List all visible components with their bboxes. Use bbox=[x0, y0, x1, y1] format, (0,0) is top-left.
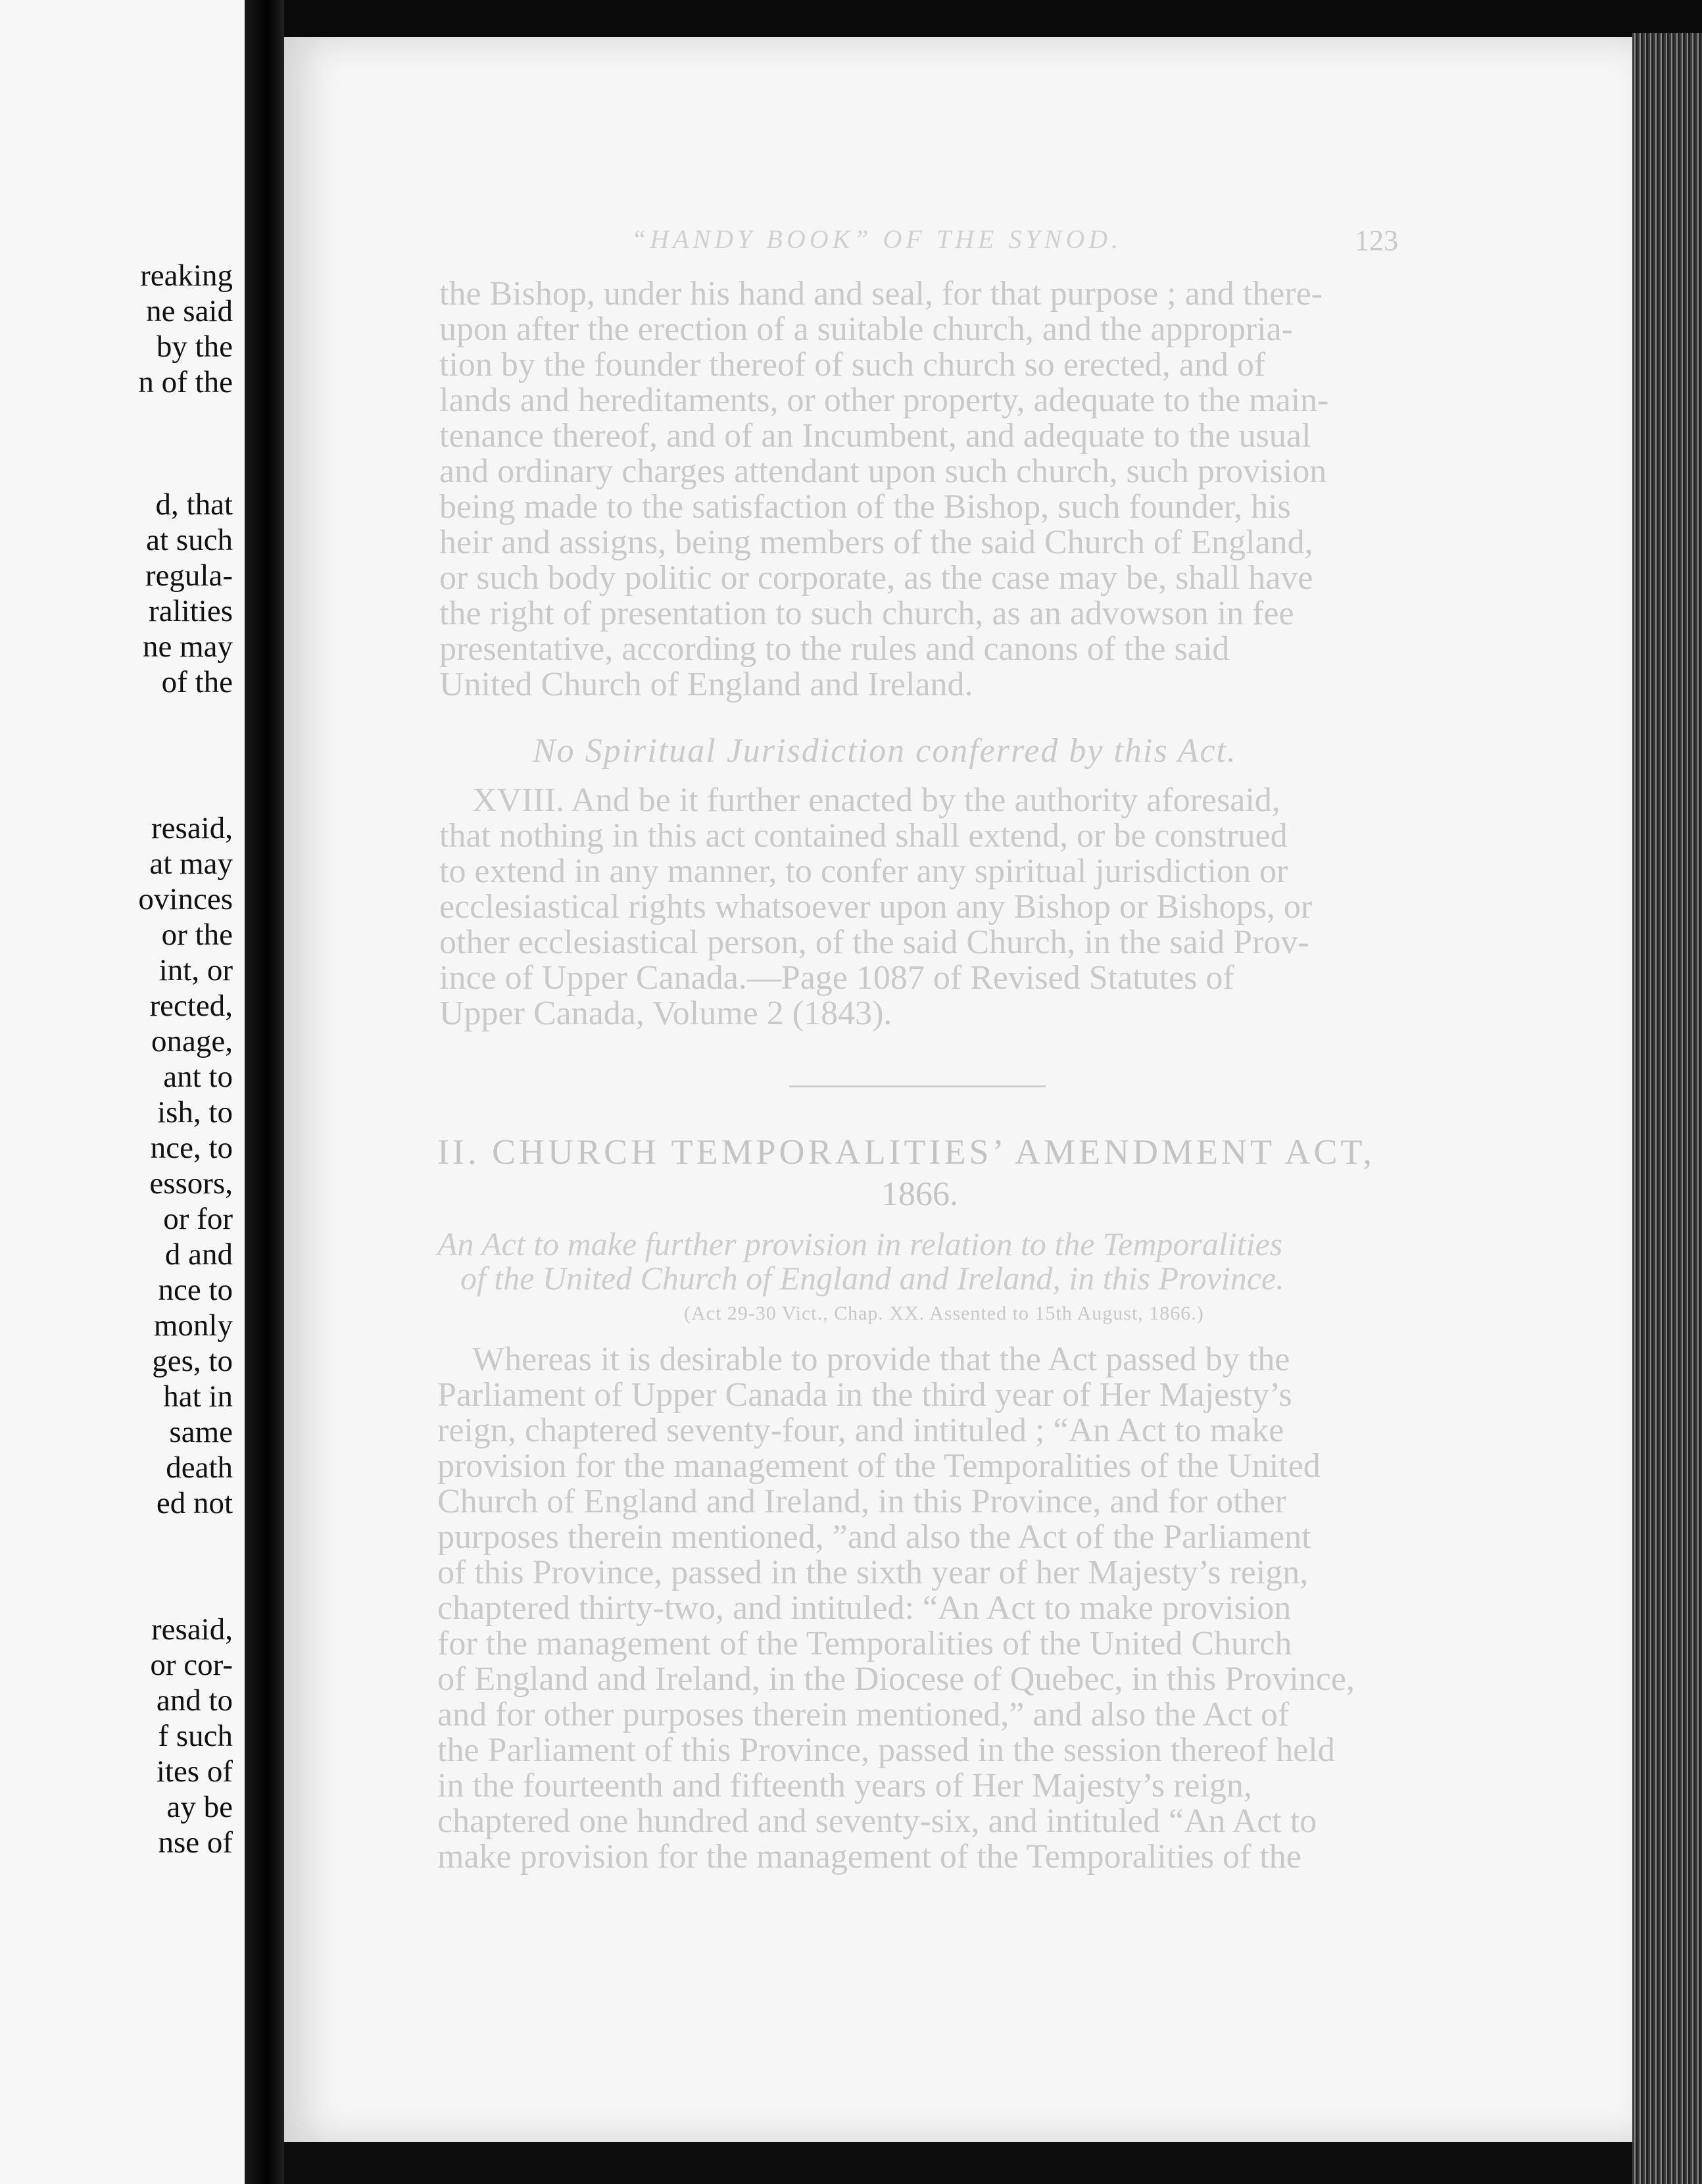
left-page-line: ovinces bbox=[138, 882, 233, 916]
left-page-line: nse of bbox=[158, 1825, 233, 1860]
left-page-line: nce to bbox=[158, 1273, 233, 1307]
text-line: heir and assigns, being members of the said Church of England, bbox=[439, 524, 1313, 561]
left-page-line: reaking bbox=[140, 259, 233, 293]
left-page-line: ges, to bbox=[152, 1344, 233, 1378]
text-line: for the management of the Temporalities of the United Church bbox=[437, 1625, 1292, 1662]
section-divider bbox=[789, 1085, 1046, 1087]
text-line: or such body politic or corporate, as the case may be, shall have bbox=[439, 559, 1313, 597]
text-line: presentative, according to the rules and canons of the said bbox=[439, 630, 1230, 668]
side-heading: No Spiritual Jurisdiction conferred by this Act. bbox=[533, 732, 1237, 770]
text-line: chaptered thirty-two, and intituled: “An Act to make provision bbox=[437, 1589, 1292, 1627]
page-number: 123 bbox=[1355, 224, 1398, 257]
left-page-line: ne said bbox=[146, 294, 233, 328]
left-page-line: rected, bbox=[149, 989, 233, 1023]
text-line: Parliament of Upper Canada in the third year of Her Majesty’s bbox=[437, 1376, 1292, 1414]
left-page-line: d and bbox=[164, 1237, 233, 1272]
left-page-line: or cor- bbox=[150, 1648, 233, 1682]
text-line: and ordinary charges attendant upon such church, such provision bbox=[439, 453, 1327, 490]
text-line: Whereas it is desirable to provide that the Act passed by the bbox=[472, 1341, 1290, 1378]
text-line: Upper Canada, Volume 2 (1843). bbox=[439, 995, 892, 1032]
text-line: purposes therein mentioned, ”and also the Act of the Parliament bbox=[437, 1518, 1311, 1556]
left-page-line: same bbox=[169, 1415, 233, 1449]
left-page-line: n of the bbox=[138, 365, 233, 399]
text-line: upon after the erection of a suitable church, and the appropria- bbox=[439, 310, 1293, 348]
left-page-line: at such bbox=[146, 523, 233, 557]
text-line: reign, chaptered seventy-four, and intituled ; “An Act to make bbox=[437, 1412, 1284, 1449]
left-page-line: or for bbox=[163, 1202, 233, 1236]
left-page-line: f such bbox=[158, 1719, 233, 1753]
left-page-line: ites of bbox=[156, 1754, 233, 1789]
text-line: in the fourteenth and fifteenth years of Her Majesty’s reign, bbox=[437, 1767, 1252, 1804]
left-page-line: resaid, bbox=[151, 1612, 233, 1647]
assent-note: (Act 29-30 Vict., Chap. XX. Assented to 15th August, 1866.) bbox=[684, 1303, 1204, 1324]
text-line: chaptered one hundred and seventy-six, and intituled “An Act to bbox=[437, 1802, 1317, 1840]
text-line: of this Province, passed in the sixth year of her Majesty’s reign, bbox=[437, 1554, 1309, 1591]
left-page-line: essors, bbox=[149, 1166, 233, 1201]
text-line: the right of presentation to such church, as an advowson in fee bbox=[439, 595, 1294, 632]
left-page-line: int, or bbox=[158, 953, 233, 987]
left-page-line: ralities bbox=[149, 594, 233, 628]
left-page-line: of the bbox=[161, 665, 233, 699]
text-line: tion by the founder thereof of such church so erected, and of bbox=[439, 346, 1266, 384]
text-line: and for other purposes therein mentioned,” and also the Act of bbox=[437, 1696, 1290, 1733]
text-line: the Bishop, under his hand and seal, for that purpose ; and there- bbox=[439, 275, 1323, 312]
book-gutter bbox=[245, 0, 284, 2184]
left-page-line: and to bbox=[156, 1683, 233, 1718]
left-page-line: ed not bbox=[156, 1486, 233, 1520]
left-page-line: onage, bbox=[151, 1024, 233, 1058]
text-line: United Church of England and Ireland. bbox=[439, 666, 973, 703]
text-line: other ecclesiastical person, of the said Church, in the said Prov- bbox=[439, 924, 1309, 961]
text-line: of England and Ireland, in the Diocese of Quebec, in this Province, bbox=[437, 1660, 1355, 1698]
text-line: An Act to make further provision in relation to the Temporalities bbox=[437, 1226, 1283, 1262]
left-page-line: resaid, bbox=[151, 811, 233, 845]
text-line: of the United Church of England and Ireland, in this Province. bbox=[460, 1260, 1284, 1297]
text-line: being made to the satisfaction of the Bishop, such founder, his bbox=[439, 488, 1291, 526]
section-title: II. CHURCH TEMPORALITIES’ AMENDMENT ACT, bbox=[437, 1132, 1376, 1172]
text-line: tenance thereof, and of an Incumbent, and adequate to the usual bbox=[439, 417, 1311, 455]
left-page-line: hat in bbox=[163, 1379, 233, 1414]
facing-page-left bbox=[0, 0, 245, 2184]
text-line: that nothing in this act contained shall extend, or be construed bbox=[439, 817, 1288, 855]
left-page-line: death bbox=[166, 1451, 233, 1485]
text-line: ince of Upper Canada.—Page 1087 of Revised Statutes of bbox=[439, 959, 1234, 997]
text-line: ecclesiastical rights whatsoever upon any Bishop or Bishops, or bbox=[439, 888, 1313, 926]
left-page-line: at may bbox=[149, 847, 233, 881]
page-edges bbox=[1632, 33, 1702, 2184]
left-page-line: ish, to bbox=[157, 1095, 233, 1129]
left-page-line: ne may bbox=[142, 630, 233, 664]
left-page-line: by the bbox=[156, 330, 233, 364]
left-page-line: ay be bbox=[166, 1790, 233, 1824]
left-page-line: d, that bbox=[155, 487, 233, 522]
left-page-line: ant to bbox=[163, 1060, 233, 1094]
running-head: “HANDY BOOK” OF THE SYNOD. bbox=[631, 224, 1123, 254]
left-page-line: monly bbox=[153, 1308, 233, 1343]
text-line: lands and hereditaments, or other property, adequate to the main- bbox=[439, 382, 1329, 419]
text-line: to extend in any manner, to confer any spiritual jurisdiction or bbox=[439, 853, 1288, 890]
left-page-line: nce, to bbox=[150, 1131, 233, 1165]
text-line: provision for the management of the Temporalities of the United bbox=[437, 1447, 1321, 1485]
section-year: 1866. bbox=[881, 1176, 958, 1213]
text-line: the Parliament of this Province, passed in the session thereof held bbox=[437, 1731, 1335, 1769]
left-page-line: regula- bbox=[145, 558, 233, 593]
bottom-shadow bbox=[284, 2142, 1632, 2184]
text-line: make provision for the management of the Temporalities of the bbox=[437, 1838, 1301, 1875]
text-line: Church of England and Ireland, in this Province, and for other bbox=[437, 1483, 1286, 1520]
left-page-line: or the bbox=[161, 918, 233, 952]
text-line: XVIII. And be it further enacted by the authority aforesaid, bbox=[472, 782, 1280, 819]
